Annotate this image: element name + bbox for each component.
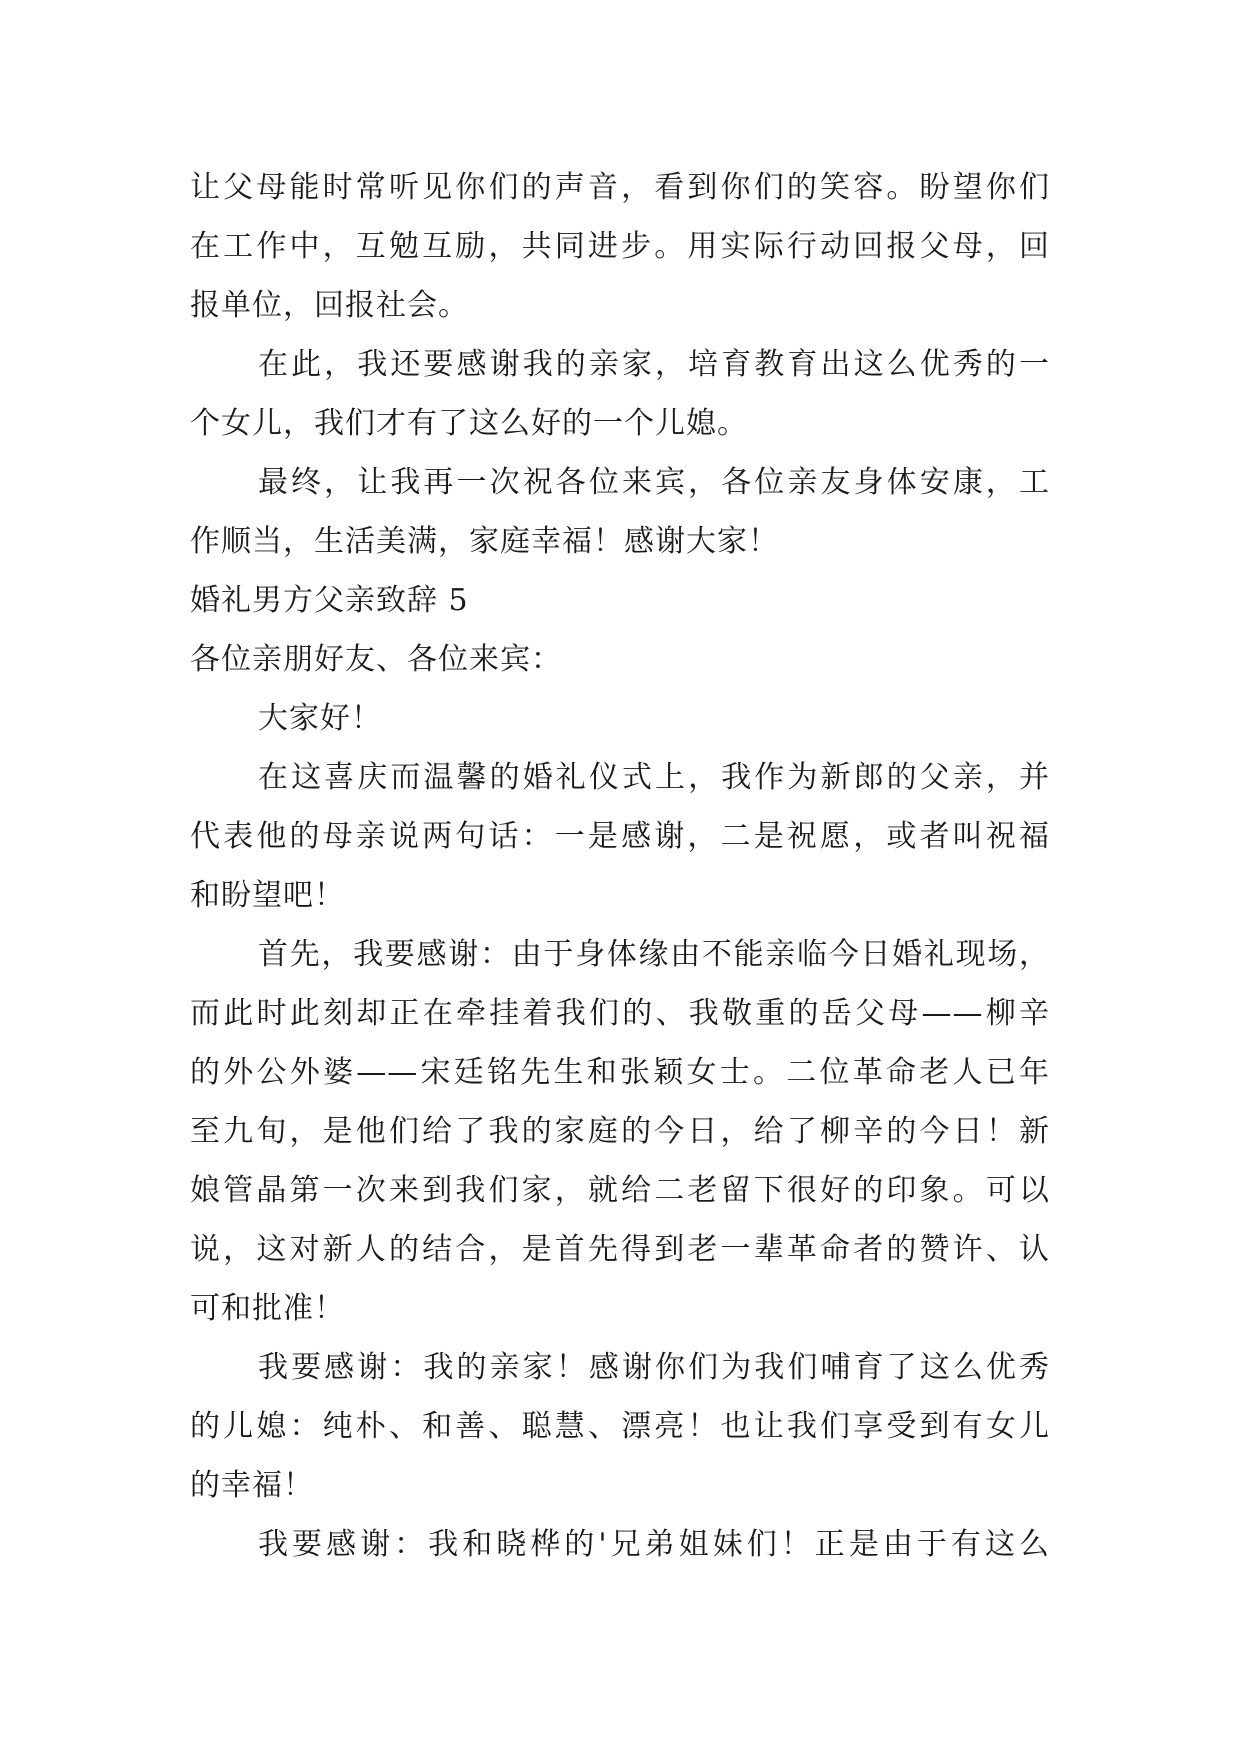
body-line: 代表他的母亲说两句话：一是感谢，二是祝愿，或者叫祝福 — [190, 819, 1050, 854]
paragraph-first-line: 在此，我还要感谢我的亲家，培育教育出这么优秀的一 — [258, 347, 1050, 382]
body-line: 作顺当，生活美满，家庭幸福！感谢大家！ — [190, 524, 779, 559]
body-line: 报单位，回报社会。 — [190, 288, 469, 323]
body-line: 在工作中，互勉互励，共同进步。用实际行动回报父母，回 — [190, 229, 1050, 264]
section-heading: 婚礼男方父亲致辞 5 — [190, 583, 469, 618]
document-body — [190, 158, 1050, 1574]
body-line: 可和批准！ — [190, 1291, 345, 1326]
body-line: 而此时此刻却正在牵挂着我们的、我敬重的岳父母——柳辛 — [190, 996, 1050, 1031]
body-line: 的儿媳：纯朴、和善、聪慧、漂亮！也让我们享受到有女儿 — [190, 1409, 1050, 1444]
greeting: 大家好！ — [258, 701, 382, 736]
body-line: 至九旬，是他们给了我的家庭的今日，给了柳辛的今日！新 — [190, 1114, 1050, 1149]
paragraph-first-line: 我要感谢：我和晓桦的'兄弟姐妹们！正是由于有这么 — [258, 1527, 1050, 1562]
paragraph-first-line: 首先，我要感谢：由于身体缘由不能亲临今日婚礼现场， — [258, 937, 1050, 972]
body-line: 的外公外婆——宋廷铭先生和张颖女士。二位革命老人已年 — [190, 1055, 1050, 1090]
salutation: 各位亲朋好友、各位来宾： — [190, 642, 562, 677]
body-line: 说，这对新人的结合，是首先得到老一辈革命者的赞许、认 — [190, 1232, 1050, 1267]
body-line: 的幸福！ — [190, 1468, 314, 1503]
paragraph-first-line: 我要感谢：我的亲家！感谢你们为我们哺育了这么优秀 — [258, 1350, 1050, 1385]
body-line: 让父母能时常听见你们的声音，看到你们的笑容。盼望你们 — [190, 170, 1050, 205]
body-line: 和盼望吧！ — [190, 878, 345, 913]
paragraph-first-line: 在这喜庆而温馨的婚礼仪式上，我作为新郎的父亲，并 — [258, 760, 1050, 795]
body-line: 娘管晶第一次来到我们家，就给二老留下很好的印象。可以 — [190, 1173, 1050, 1208]
paragraph-first-line: 最终，让我再一次祝各位来宾，各位亲友身体安康，工 — [258, 465, 1050, 500]
body-line: 个女儿，我们才有了这么好的一个儿媳。 — [190, 406, 748, 441]
